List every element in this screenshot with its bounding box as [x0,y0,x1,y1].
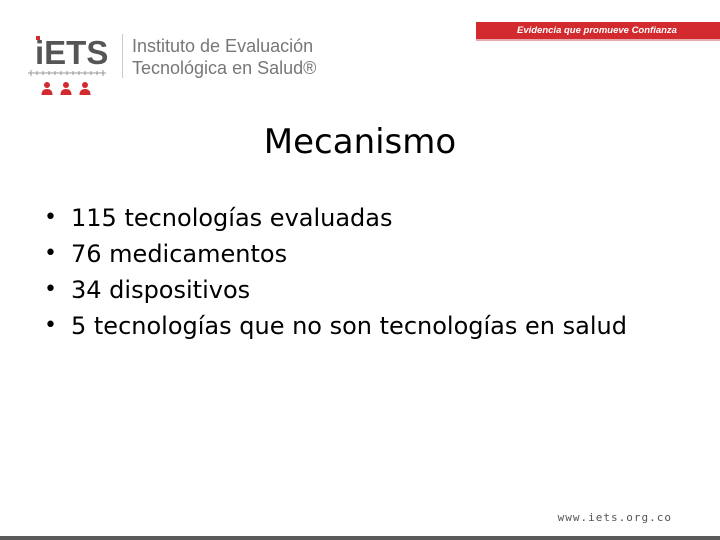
bullet-text: 34 dispositivos [71,276,251,304]
bullet-dot-icon: • [44,313,57,338]
organization-logo [26,24,326,100]
website-url: www.iets.org.co [557,511,672,524]
bullet-text: 76 medicamentos [71,240,288,268]
bullet-dot-icon: • [44,277,57,302]
organization-name-line2: Tecnológica en Salud® [132,58,317,78]
bullet-text: 115 tecnologías evaluadas [71,204,393,232]
people-icon [42,82,91,95]
bullet-item [44,200,627,236]
iets-logo-icon [26,24,112,100]
logo-divider [122,34,123,78]
bullet-item [44,272,627,308]
bullet-text: 5 tecnologías que no son tecnologías en salud [71,312,627,340]
footer-bar [0,536,720,540]
bullet-item [44,308,627,344]
bullet-dot-icon: • [44,205,57,230]
bullet-list [44,200,627,344]
bullet-dot-icon: • [44,241,57,266]
tagline-underline [476,39,720,41]
tagline-text: Evidencia que promueve Confianza [517,25,677,36]
tagline-banner [476,22,720,40]
logo-text: iETS [35,34,109,71]
organization-name-line1: Instituto de Evaluación [132,36,314,56]
bullet-item [44,236,627,272]
slide-title: Mecanismo [263,122,457,162]
organization-name [132,35,316,79]
